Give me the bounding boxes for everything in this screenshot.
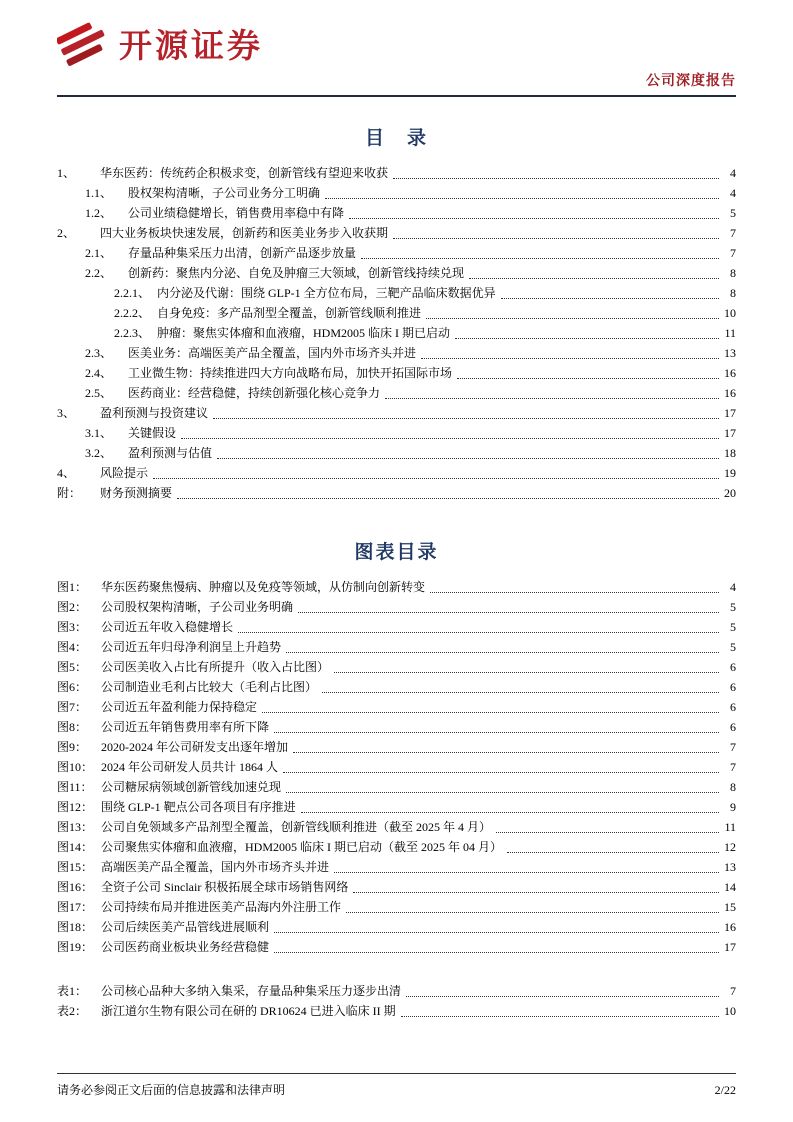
leader-dots: [455, 338, 719, 339]
toc-entry-title: 华东医药：传统药企积极求变，创新管线有望迎来收获: [100, 166, 389, 180]
figure-entry[interactable]: [57, 657, 736, 677]
figure-entry-page: 12: [724, 840, 736, 854]
toc-entry-page: 18: [724, 446, 736, 460]
toc-entry-title: 自身免疫：多产品剂型全覆盖，创新管线顺利推进: [157, 306, 422, 320]
leader-dots: [361, 258, 719, 259]
figure-entry[interactable]: [57, 877, 736, 897]
figure-entry-page: 16: [724, 920, 736, 934]
figure-entry-title: 公司近五年盈利能力保持稳定: [101, 700, 258, 714]
leader-dots: [286, 792, 719, 793]
toc-entry-number: 3.2、: [85, 446, 113, 460]
brand-logo-icon: [57, 20, 109, 71]
table-entry-page: 10: [724, 1004, 736, 1018]
leader-dots: [349, 218, 719, 219]
toc-entry[interactable]: [57, 163, 736, 183]
leader-dots: [322, 692, 719, 693]
toc-entry[interactable]: [57, 463, 736, 483]
figure-entry-title: 公司近五年归母净利润呈上升趋势: [101, 640, 282, 654]
toc-list: [57, 163, 736, 503]
figure-entry-number: 图8：: [57, 720, 88, 734]
brand-name: 开源证券: [119, 27, 263, 64]
toc-entry[interactable]: [57, 403, 736, 423]
toc-entry-title: 四大业务板块快速发展，创新药和医美业务步入收获期: [100, 226, 389, 240]
leader-dots: [393, 238, 719, 239]
toc-entry-number: 2.1、: [85, 246, 113, 260]
figure-entry-title: 公司糖尿病领域创新管线加速兑现: [101, 780, 282, 794]
leader-dots: [385, 398, 719, 399]
leader-dots: [457, 378, 719, 379]
toc-entry-title: 盈利预测与投资建议: [100, 406, 209, 420]
toc-entry-number: 2.2、: [85, 266, 113, 280]
figure-entry[interactable]: [57, 777, 736, 797]
figure-entry[interactable]: [57, 677, 736, 697]
figure-entry-page: 17: [724, 940, 736, 954]
figure-entry-number: 图14：: [57, 840, 94, 854]
leader-dots: [153, 478, 719, 479]
figure-entry[interactable]: [57, 617, 736, 637]
toc-entry[interactable]: [57, 363, 736, 383]
figure-entry-title: 2024 年公司研发人员共计 1864 人: [101, 760, 279, 774]
toc-entry-title: 财务预测摘要: [100, 486, 173, 500]
toc-entry-page: 7: [730, 226, 736, 240]
leader-dots: [301, 812, 719, 813]
toc-entry-page: 11: [724, 326, 736, 340]
figure-entry-title: 公司医药商业板块业务经营稳健: [101, 940, 270, 954]
figure-entry-page: 6: [730, 720, 736, 734]
leader-dots: [286, 652, 719, 653]
figure-entry-number: 图3：: [57, 620, 88, 634]
toc-entry-page: 5: [730, 206, 736, 220]
toc-entry-number: 3、: [57, 406, 76, 420]
toc-entry-number: 2.4、: [85, 366, 113, 380]
leader-dots: [217, 458, 719, 459]
leader-dots: [238, 632, 719, 633]
leader-dots: [334, 672, 719, 673]
figure-entry-number: 图13：: [57, 820, 94, 834]
toc-entry[interactable]: [57, 303, 736, 323]
figure-entry-page: 8: [730, 780, 736, 794]
leader-dots: [283, 772, 719, 773]
table-entry-title: 浙江道尔生物有限公司在研的 DR10624 已进入临床 II 期: [101, 1004, 396, 1018]
figure-entry-title: 全资子公司 Sinclair 积极拓展全球市场销售网络: [101, 880, 349, 894]
leader-dots: [177, 498, 719, 499]
figures-toc-title: 图表目录: [354, 542, 439, 563]
toc-entry-title: 医药商业：经营稳健，持续创新强化核心竞争力: [128, 386, 381, 400]
figure-entry-page: 5: [730, 620, 736, 634]
figure-entry-title: 公司医美收入占比有所提升（收入占比图）: [101, 660, 330, 674]
figure-entry-number: 图17：: [57, 900, 94, 914]
leader-dots: [496, 832, 719, 833]
figure-entry-number: 图1：: [57, 580, 88, 594]
toc-entry-page: 8: [730, 286, 736, 300]
figure-entry[interactable]: [57, 697, 736, 717]
leader-dots: [181, 438, 719, 439]
figure-entry-title: 公司聚焦实体瘤和血液瘤，HDM2005 临床 I 期已启动（截至 2025 年 04 月）: [101, 840, 503, 854]
toc-entry[interactable]: [57, 243, 736, 263]
toc-entry-title: 盈利预测与估值: [128, 446, 213, 460]
toc-entry-title: 肿瘤：聚焦实体瘤和血液瘤，HDM2005 临床 I 期已启动: [157, 326, 450, 340]
leader-dots: [426, 318, 719, 319]
toc-entry[interactable]: [57, 183, 736, 203]
toc-entry-page: 13: [724, 346, 736, 360]
toc-entry-title: 公司业绩稳健增长，销售费用率稳中有降: [128, 206, 345, 220]
toc-entry[interactable]: [57, 483, 736, 503]
figures-toc-list: [57, 577, 736, 957]
figure-entry-title: 公司近五年销售费用率有所下降: [101, 720, 270, 734]
toc-entry[interactable]: [57, 423, 736, 443]
leader-dots: [406, 996, 719, 997]
toc-entry-title: 风险提示: [100, 466, 149, 480]
toc-entry-number: 附：: [57, 486, 82, 500]
figure-entry-page: 13: [724, 860, 736, 874]
figure-entry[interactable]: [57, 757, 736, 777]
toc-entry-number: 1.2、: [85, 206, 113, 220]
toc-entry-page: 4: [730, 186, 736, 200]
toc-entry-page: 10: [724, 306, 736, 320]
toc-entry-page: 19: [724, 466, 736, 480]
table-entry-number: 表1：: [57, 984, 88, 998]
table-entry[interactable]: [57, 981, 736, 1001]
figure-entry-number: 图9：: [57, 740, 88, 754]
leader-dots: [262, 712, 719, 713]
leader-dots: [334, 872, 719, 873]
table-entry-page: 7: [730, 984, 736, 998]
leader-dots: [274, 952, 719, 953]
figure-entry-title: 围绕 GLP-1 靶点公司各项目有序推进: [101, 800, 296, 814]
figure-entry-number: 图16：: [57, 880, 94, 894]
footer-page-indicator: 2/22: [714, 1083, 736, 1097]
leader-dots: [501, 298, 719, 299]
tables-toc-list: [57, 981, 736, 1021]
figure-entry-page: 6: [730, 680, 736, 694]
leader-dots: [507, 852, 719, 853]
figure-entry[interactable]: [57, 717, 736, 737]
toc-entry-page: 4: [730, 166, 736, 180]
toc-entry-page: 17: [724, 426, 736, 440]
figure-entry[interactable]: [57, 637, 736, 657]
figure-entry-page: 14: [724, 880, 736, 894]
figure-entry-title: 华东医药聚焦慢病、肿瘤以及免疫等领域，从仿制向创新转变: [101, 580, 426, 594]
leader-dots: [298, 612, 719, 613]
toc-entry[interactable]: [57, 323, 736, 343]
toc-title: 目 录: [364, 128, 428, 149]
leader-dots: [274, 932, 719, 933]
report-type-label: 公司深度报告: [646, 74, 736, 89]
toc-entry-number: 1、: [57, 166, 76, 180]
toc-entry-page: 17: [724, 406, 736, 420]
figure-entry[interactable]: [57, 857, 736, 877]
figure-entry[interactable]: [57, 737, 736, 757]
figure-entry[interactable]: [57, 797, 736, 817]
figure-entry-page: 4: [730, 580, 736, 594]
figure-entry-number: 图4：: [57, 640, 88, 654]
leader-dots: [401, 1016, 719, 1017]
figure-entry-page: 6: [730, 700, 736, 714]
toc-entry-number: 2.2.2、: [114, 306, 151, 320]
figure-entry-page: 5: [730, 600, 736, 614]
toc-entry-number: 2、: [57, 226, 76, 240]
toc-entry-page: 8: [730, 266, 736, 280]
figure-entry-number: 图19：: [57, 940, 94, 954]
figure-entry-number: 图18：: [57, 920, 94, 934]
footer-disclaimer: 请务必参阅正文后面的信息披露和法律声明: [57, 1083, 286, 1097]
toc-entry-number: 2.5、: [85, 386, 113, 400]
figure-entry-page: 11: [724, 820, 736, 834]
toc-entry-title: 工业微生物：持续推进四大方向战略布局，加快开拓国际市场: [128, 366, 453, 380]
leader-dots: [421, 358, 719, 359]
figure-entry-page: 7: [730, 760, 736, 774]
figure-entry-title: 公司股权架构清晰，子公司业务明确: [101, 600, 294, 614]
figure-entry-number: 图5：: [57, 660, 88, 674]
toc-entry-page: 20: [724, 486, 736, 500]
figure-entry[interactable]: [57, 597, 736, 617]
toc-entry[interactable]: [57, 343, 736, 363]
leader-dots: [469, 278, 719, 279]
page-footer: [57, 1073, 736, 1098]
figure-entry-page: 7: [730, 740, 736, 754]
figure-entry-number: 图15：: [57, 860, 94, 874]
toc-entry-title: 关键假设: [128, 426, 177, 440]
figure-entry-number: 图2：: [57, 600, 88, 614]
figure-entry-page: 15: [724, 900, 736, 914]
report-header: [57, 0, 736, 97]
table-entry-number: 表2：: [57, 1004, 88, 1018]
toc-entry[interactable]: [57, 223, 736, 243]
leader-dots: [293, 752, 719, 753]
figure-entry[interactable]: [57, 937, 736, 957]
figure-entry-title: 高端医美产品全覆盖，国内外市场齐头并进: [101, 860, 330, 874]
toc-entry-page: 16: [724, 366, 736, 380]
leader-dots: [393, 178, 719, 179]
figure-entry-number: 图6：: [57, 680, 88, 694]
toc-entry-number: 1.1、: [85, 186, 113, 200]
figure-entry-page: 9: [730, 800, 736, 814]
figure-entry-number: 图12：: [57, 800, 94, 814]
toc-entry-number: 2.2.1、: [114, 286, 151, 300]
figure-entry-page: 6: [730, 660, 736, 674]
figure-entry-title: 公司近五年收入稳健增长: [101, 620, 234, 634]
table-entry-title: 公司核心品种大多纳入集采，存量品种集采压力逐步出清: [101, 984, 402, 998]
figure-entry-number: 图10：: [57, 760, 94, 774]
leader-dots: [274, 732, 719, 733]
figure-entry-number: 图11：: [57, 780, 93, 794]
toc-entry-page: 7: [730, 246, 736, 260]
figure-entry-title: 公司制造业毛利占比较大（毛利占比图）: [101, 680, 318, 694]
section-spacer: [57, 957, 736, 981]
toc-entry-number: 2.2.3、: [114, 326, 151, 340]
leader-dots: [325, 198, 719, 199]
figure-entry-title: 公司自免领域多产品剂型全覆盖，创新管线顺利推进（截至 2025 年 4 月）: [101, 820, 492, 834]
figure-entry-title: 公司后续医美产品管线进展顺利: [101, 920, 270, 934]
leader-dots: [213, 418, 719, 419]
toc-entry[interactable]: [57, 283, 736, 303]
leader-dots: [346, 912, 719, 913]
figure-entry[interactable]: [57, 577, 736, 597]
toc-entry-title: 内分泌及代谢：围绕 GLP-1 全方位布局，三靶产品临床数据优异: [157, 286, 496, 300]
figure-entry[interactable]: [57, 817, 736, 837]
toc-entry[interactable]: [57, 263, 736, 283]
figure-entry[interactable]: [57, 837, 736, 857]
figure-entry-title: 2020-2024 年公司研发支出逐年增加: [101, 740, 288, 754]
leader-dots: [430, 592, 719, 593]
toc-entry-number: 3.1、: [85, 426, 113, 440]
toc-entry[interactable]: [57, 203, 736, 223]
leader-dots: [353, 892, 719, 893]
toc-entry-title: 股权架构清晰，子公司业务分工明确: [128, 186, 321, 200]
figure-entry[interactable]: [57, 897, 736, 917]
toc-entry-title: 创新药：聚焦内分泌、自免及肿瘤三大领域，创新管线持续兑现: [128, 266, 465, 280]
figure-entry-page: 5: [730, 640, 736, 654]
figure-entry-number: 图7：: [57, 700, 88, 714]
toc-entry[interactable]: [57, 443, 736, 463]
toc-entry-title: 存量品种集采压力出清，创新产品逐步放量: [128, 246, 357, 260]
toc-entry-number: 2.3、: [85, 346, 113, 360]
figure-entry[interactable]: [57, 917, 736, 937]
toc-entry-number: 4、: [57, 466, 76, 480]
table-entry[interactable]: [57, 1001, 736, 1021]
toc-entry-page: 16: [724, 386, 736, 400]
toc-entry[interactable]: [57, 383, 736, 403]
figure-entry-title: 公司持续布局并推进医美产品海内外注册工作: [101, 900, 342, 914]
brand-logo: [57, 20, 736, 71]
toc-entry-title: 医美业务：高端医美产品全覆盖，国内外市场齐头并进: [128, 346, 417, 360]
